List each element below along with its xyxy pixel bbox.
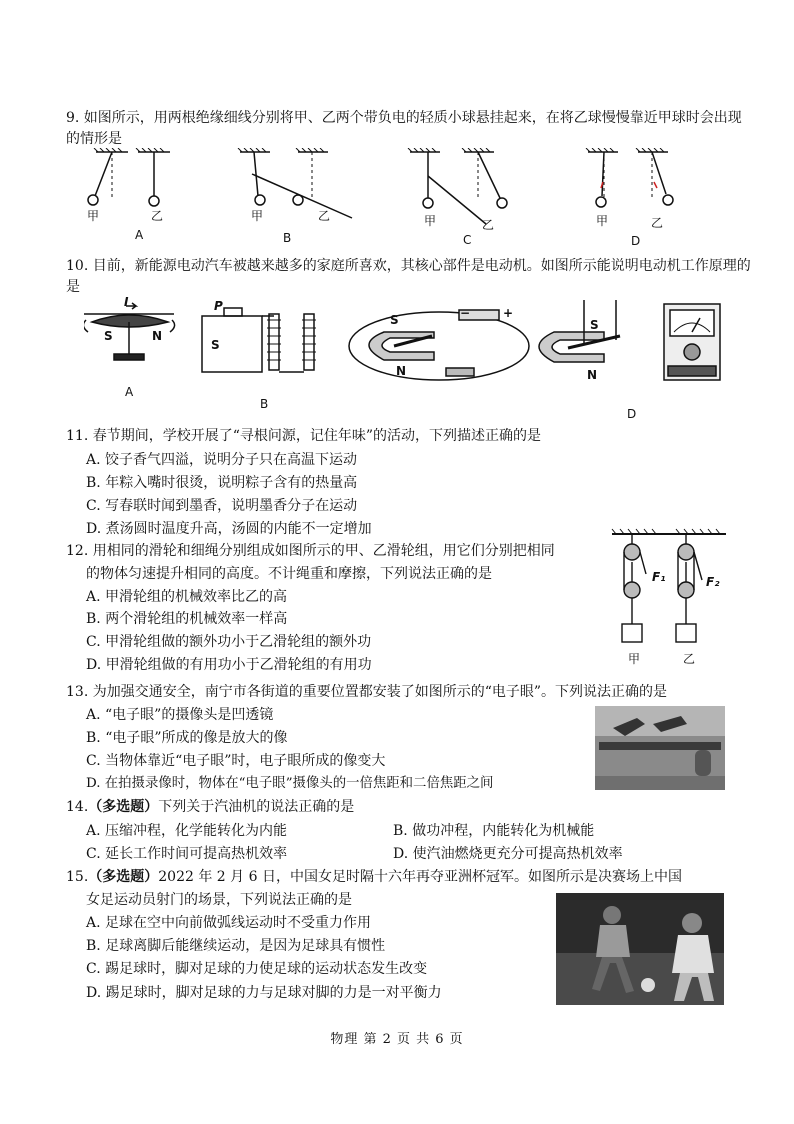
option-12a: A. 甲滑轮组的机械效率比乙的高: [86, 589, 288, 605]
force-f2-label: F₂: [706, 575, 720, 589]
ball-label-jia: 甲: [251, 209, 264, 223]
question-11: [66, 426, 754, 447]
option-12b: B. 两个滑轮组的机械效率一样高: [86, 611, 288, 627]
option-11d: D. 煮汤圆时温度升高，汤圆的内能不一定增加: [86, 521, 372, 537]
question-9: [66, 108, 754, 150]
question-10-figures: [84, 296, 734, 396]
option-13d: D. 在拍摄录像时，物体在“电子眼”摄像头的一倍焦距和二倍焦距之间: [86, 776, 494, 791]
pulley-figure: [610, 528, 730, 652]
option-14a: A. 压缩冲程，化学能转化为内能: [86, 823, 288, 839]
ball-label-yi: 乙: [651, 216, 664, 230]
option-14c: C. 延长工作时间可提高热机效率: [86, 846, 288, 862]
question-11-stem: 11. 春节期间，学校开展了“寻根问源，记住年味”的活动，下列描述正确的是: [66, 428, 542, 444]
battery-plus: +: [503, 306, 514, 320]
option-11a: A. 饺子香气四溢，说明分子只在高温下运动: [86, 452, 358, 468]
option-label-a: A: [125, 385, 134, 399]
question-15: [66, 867, 754, 888]
pulley-label-yi: 乙: [683, 652, 696, 666]
battery-minus: −: [460, 306, 471, 320]
option-14d: D. 使汽油燃烧更充分可提高热机效率: [393, 846, 623, 862]
ball-label-jia: 甲: [424, 214, 437, 228]
figure-9a: [88, 148, 170, 206]
page-footer: 物理 第 2 页 共 6 页: [330, 1032, 464, 1047]
pole-n: N: [152, 329, 163, 343]
football-photo: [556, 893, 724, 1005]
question-15-number: 15.: [66, 869, 89, 885]
label-p: P: [214, 299, 223, 313]
option-13a: A. “电子眼”的摄像头是凹透镜: [86, 707, 274, 723]
option-label-c: C: [463, 233, 472, 247]
option-12d: D. 甲滑轮组做的有用功小于乙滑轮组的有用功: [86, 657, 372, 673]
question-9-figures: [70, 148, 710, 248]
option-12c: C. 甲滑轮组做的额外功小于乙滑轮组的额外功: [86, 634, 372, 650]
pulley-label-jia: 甲: [628, 652, 641, 666]
question-15-stem: 2022 年 2 月 6 日，中国女足时隔十六年再夺亚洲杯冠军。如图所示是决赛场上中国: [158, 869, 682, 885]
option-label-d: D: [627, 407, 637, 421]
ball-label-yi: 乙: [318, 209, 331, 223]
pole-n: N: [396, 364, 407, 378]
figure-9d: [586, 148, 673, 207]
ball-label-yi: 乙: [151, 209, 164, 223]
ball-label-jia: 甲: [87, 209, 100, 223]
option-label-a: A: [135, 228, 144, 242]
traffic-camera-photo: [595, 706, 725, 790]
ball-label-jia: 甲: [596, 214, 609, 228]
option-label-b: B: [260, 397, 269, 411]
option-14b: B. 做功冲程，内能转化为机械能: [393, 823, 595, 839]
current-label: I: [124, 295, 129, 309]
multi-select-tag: （多选题）: [88, 799, 159, 815]
question-10-stem: 10. 目前，新能源电动汽车被越来越多的家庭所喜欢，其核心部件是电动机。如图所示能说明电动机工作原理的是: [66, 258, 751, 295]
pole-s: S: [104, 329, 113, 343]
pole-n: N: [587, 368, 598, 382]
option-15c: C. 踢足球时，脚对足球的力使足球的运动状态发生改变: [86, 961, 428, 977]
force-f1-label: F₁: [652, 570, 666, 584]
multi-select-tag: （多选题）: [88, 869, 159, 885]
question-12-stem-line2: 的物体匀速提升相同的高度。不计绳重和摩擦，下列说法正确的是: [86, 566, 492, 582]
option-15a: A. 足球在空中向前做弧线运动时不受重力作用: [86, 915, 372, 931]
question-10: [66, 256, 754, 298]
option-15b: B. 足球离脚后能继续运动，是因为足球具有惯性: [86, 938, 386, 954]
option-11b: B. 年粽入嘴时很烫，说明粽子含有的热量高: [86, 475, 358, 491]
label-s: S: [211, 338, 220, 352]
option-15d: D. 踢足球时，脚对足球的力与足球对脚的力是一对平衡力: [86, 985, 442, 1001]
question-13-stem: 13. 为加强交通安全，南宁市各街道的重要位置都安装了如图所示的“电子眼”。下列说法正确的是: [66, 684, 668, 700]
question-14-stem: 下列关于汽油机的说法正确的是: [158, 799, 355, 815]
question-12-stem-line1: 12. 用相同的滑轮和细绳分别组成如图所示的甲、乙滑轮组，用它们分别把相同: [66, 543, 555, 559]
pole-s: S: [590, 318, 599, 332]
figure-10d: [539, 300, 620, 362]
option-label-b: B: [283, 231, 292, 245]
question-9-stem: 9. 如图所示，用两根绝缘细线分别将甲、乙两个带负电的轻质小球悬挂起来，在将乙球慢慢靠近甲球时会出现的情形是: [66, 110, 742, 147]
question-14: [66, 797, 754, 818]
option-13b: B. “电子眼”所成的像是放大的像: [86, 730, 288, 746]
question-14-number: 14.: [66, 799, 89, 815]
figure-10-meter: [664, 304, 720, 380]
figure-10c: [349, 310, 529, 380]
question-15-stem-line2: 女足运动员射门的场景，下列说法正确的是: [86, 892, 352, 908]
figure-9c: [408, 148, 507, 224]
option-13c: C. 当物体靠近“电子眼”时，电子眼所成的像变大: [86, 753, 386, 769]
option-11c: C. 写春联时闻到墨香，说明墨香分子在运动: [86, 498, 358, 514]
question-13: [66, 682, 754, 703]
option-label-d: D: [631, 234, 641, 248]
ball-label-yi: 乙: [482, 218, 495, 232]
pole-s: S: [390, 313, 399, 327]
